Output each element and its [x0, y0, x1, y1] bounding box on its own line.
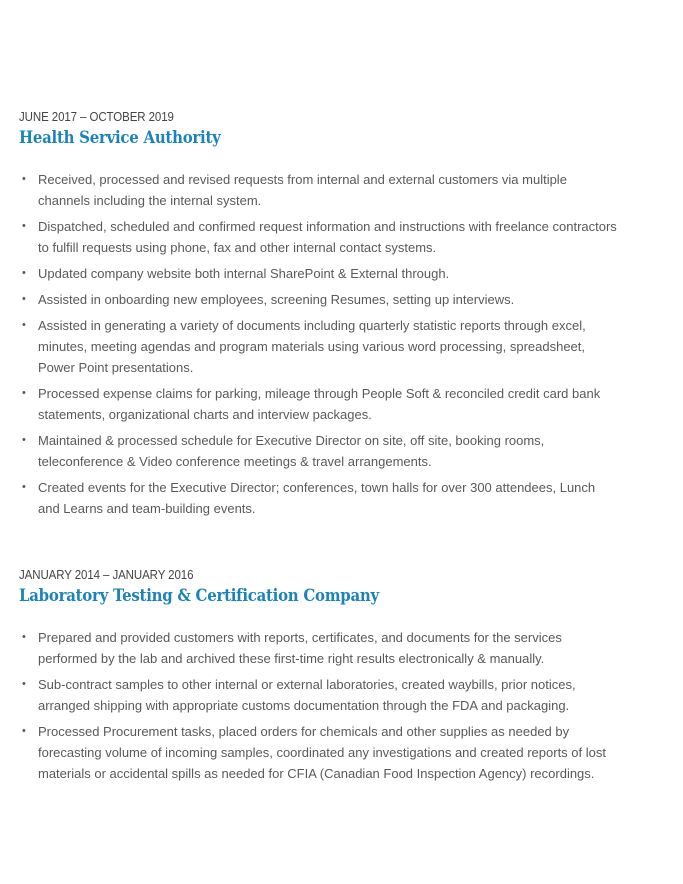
experience-section-1 — [19, 109, 665, 519]
bullet-icon: • — [22, 434, 26, 446]
list-item-text: Received, processed and revised requests from internal and external customers via multiple channels including the internal system. — [38, 172, 567, 208]
list-item-text: Processed expense claims for parking, mileage through People Soft & reconciled credit card bank statements, organizational charts and interview packages. — [38, 386, 601, 422]
bullet-icon: • — [22, 387, 26, 399]
bullet-icon: • — [22, 293, 26, 305]
bullet-icon: • — [22, 481, 26, 493]
list-item — [19, 216, 617, 258]
list-item — [19, 674, 617, 716]
bullet-icon: • — [22, 220, 26, 232]
bullet-icon: • — [22, 678, 26, 690]
list-item-text: Processed Procurement tasks, placed orders for chemicals and other supplies as needed by forecasting volume of incoming samples, coordinated any investigations and created reports of lost materials or accidental spills as needed for CFIA (Canadian Food Inspection Agency) recordings. — [38, 724, 606, 781]
list-item — [19, 430, 617, 472]
list-item — [19, 169, 617, 211]
responsibilities-list — [19, 169, 665, 519]
list-item-text: Updated company website both internal SharePoint & External through. — [38, 266, 450, 281]
list-item-text: Sub-contract samples to other internal or external laboratories, created waybills, prior notices, arranged shipping with appropriate customs documentation through the FDA and packaging. — [38, 677, 576, 713]
list-item — [19, 289, 617, 310]
list-item — [19, 477, 617, 519]
list-item-text: Assisted in generating a variety of documents including quarterly statistic reports through excel, minutes, meeting agendas and program materials using various word processing, spreadsheet, Power Point presentations. — [38, 318, 586, 375]
bullet-icon: • — [22, 319, 26, 331]
date-range: JANUARY 2014 – JANUARY 2016 — [19, 568, 194, 582]
bullet-icon: • — [22, 631, 26, 643]
list-item — [19, 383, 617, 425]
list-item — [19, 263, 617, 284]
list-item-text: Assisted in onboarding new employees, screening Resumes, setting up interviews. — [38, 292, 515, 307]
list-item-text: Dispatched, scheduled and confirmed request information and instructions with freelance contractors to fulfill requests using phone, fax and other internal contact systems. — [38, 219, 617, 255]
list-item-text: Maintained & processed schedule for Executive Director on site, off site, booking rooms, teleconference & Video conference meetings & travel arrangements. — [38, 433, 545, 469]
list-item-text: Prepared and provided customers with reports, certificates, and documents for the services performed by the lab and archived these first-time right results electronically & manually. — [38, 630, 562, 666]
experience-section-2 — [19, 567, 665, 784]
page-content — [19, 109, 665, 789]
list-item — [19, 627, 617, 669]
date-range: JUNE 2017 – OCTOBER 2019 — [19, 110, 174, 124]
company-heading: Health Service Authority — [19, 128, 221, 148]
bullet-icon: • — [22, 725, 26, 737]
list-item — [19, 315, 617, 378]
bullet-icon: • — [22, 267, 26, 279]
list-item — [19, 721, 617, 784]
list-item-text: Created events for the Executive Director; conferences, town halls for over 300 attendees, Lunch and Learns and team-building events. — [38, 480, 596, 516]
responsibilities-list — [19, 627, 665, 784]
bullet-icon: • — [22, 173, 26, 185]
company-heading: Laboratory Testing & Certification Company — [19, 586, 379, 606]
